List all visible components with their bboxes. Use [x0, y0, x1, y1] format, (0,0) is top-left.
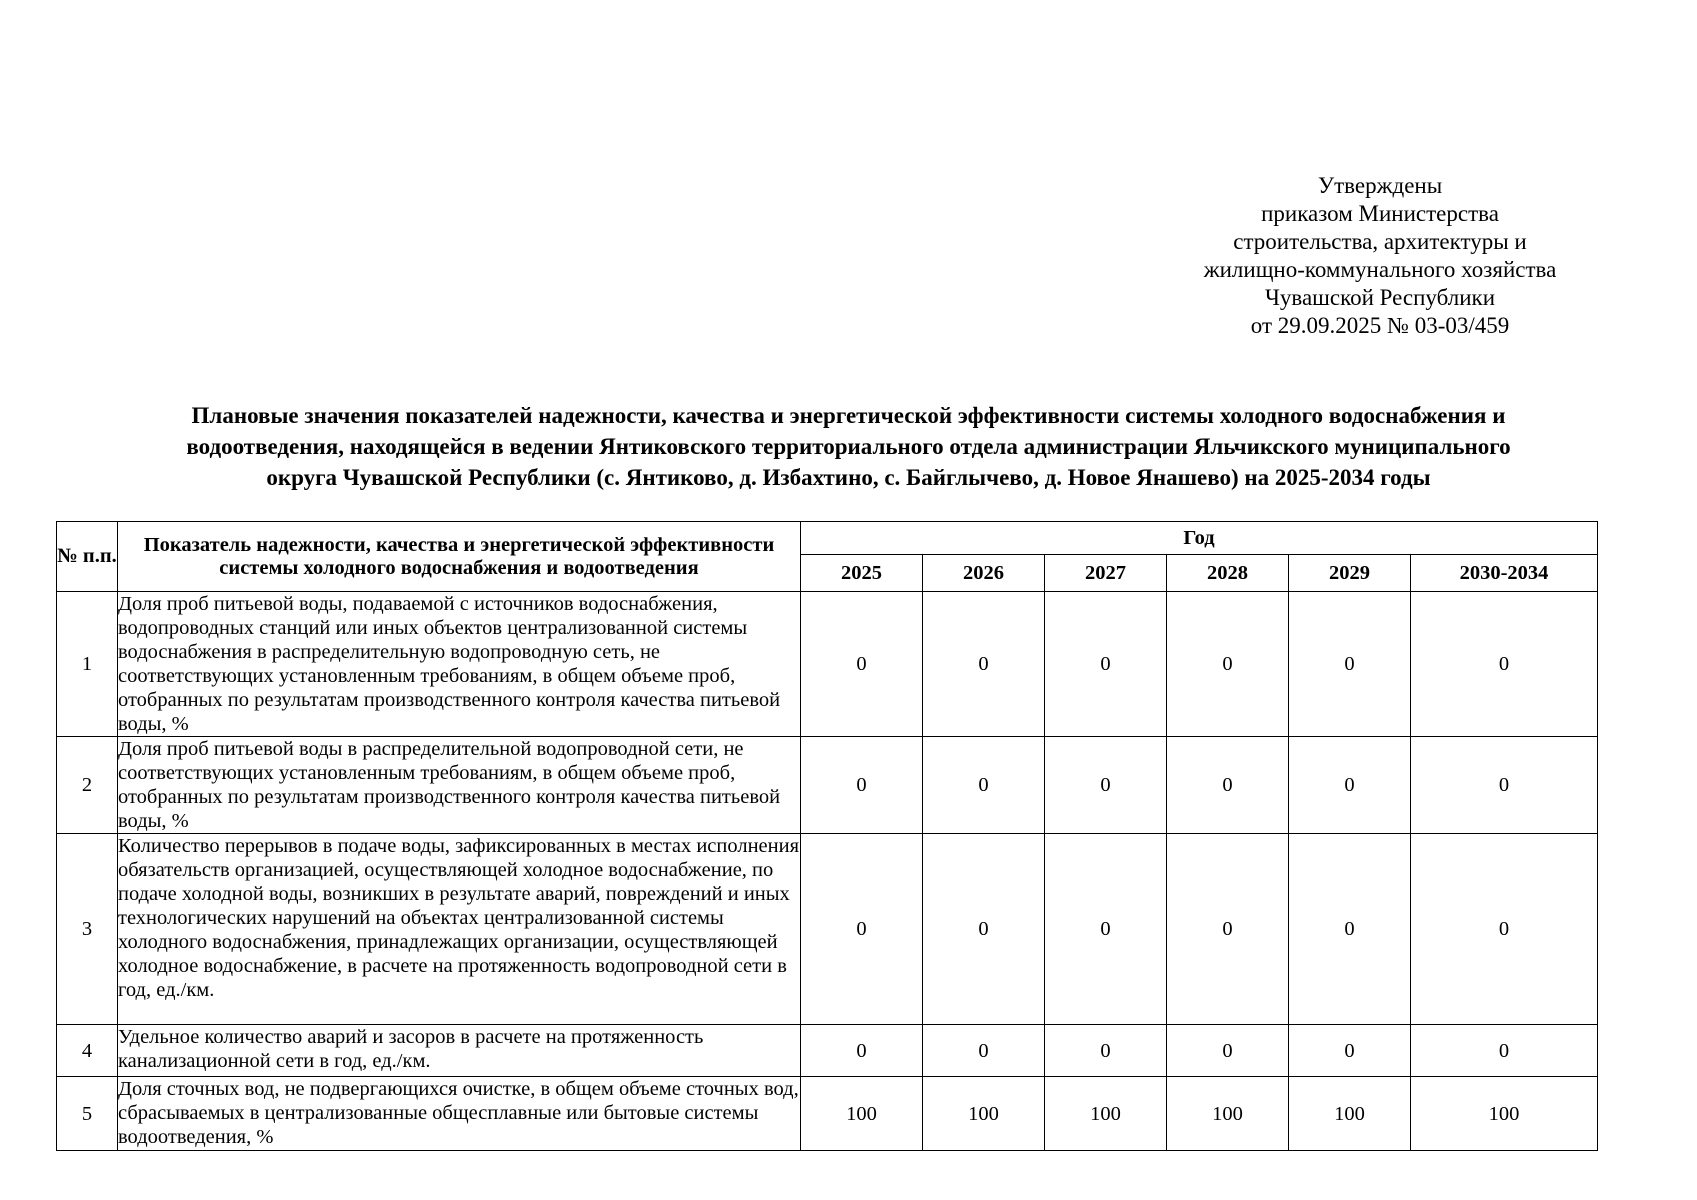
row-value: 0 [1411, 592, 1598, 737]
header-year: Год [801, 522, 1598, 555]
row-value: 0 [1045, 834, 1167, 1025]
row-value: 0 [1167, 592, 1289, 737]
row-number: 5 [57, 1077, 118, 1151]
row-value: 100 [1045, 1077, 1167, 1151]
row-number: 1 [57, 592, 118, 737]
row-value: 0 [923, 592, 1045, 737]
header-year-2029: 2029 [1289, 555, 1411, 592]
indicators-table [56, 521, 1598, 1151]
row-indicator: Количество перерывов в подаче воды, зафиксированных в местах исполнения обязательств организацией, осуществляющей холодное водоснабжение, по подаче холодной воды, возникших в результате аварий, повреждений и иных технологических нарушений на объектах централизованной системы холодного водоснабжения, принадлежащих организации, осуществляющей холодное водоснабжение, в расчете на протяженность водопроводной сети в год, ед./км. [118, 834, 801, 1025]
table-row [57, 1077, 1598, 1151]
row-value: 0 [923, 737, 1045, 834]
row-value: 0 [801, 592, 923, 737]
row-value: 0 [1167, 737, 1289, 834]
header-year-2030-2034: 2030-2034 [1411, 555, 1598, 592]
table-row [57, 1025, 1598, 1077]
row-value: 0 [1045, 1025, 1167, 1077]
row-value: 0 [801, 1025, 923, 1077]
row-value: 0 [1411, 737, 1598, 834]
row-value: 0 [801, 834, 923, 1025]
approval-stamp [1150, 172, 1610, 340]
approval-order-number: от 29.09.2025 № 03-03/459 [1250, 313, 1510, 338]
row-value: 0 [1289, 834, 1411, 1025]
title-line: округа Чувашской Республики (с. Янтиково, д. Избахтино, с. Байглычево, д. Новое Янашево) на 2025-2034 годы [266, 465, 1431, 490]
approval-line: Утверждены [1317, 173, 1443, 198]
table-row [57, 737, 1598, 834]
row-value: 0 [1289, 592, 1411, 737]
row-value: 0 [923, 834, 1045, 1025]
row-value: 0 [1045, 592, 1167, 737]
row-value: 100 [1289, 1077, 1411, 1151]
row-value: 0 [1289, 737, 1411, 834]
row-value: 0 [1045, 737, 1167, 834]
approval-line: приказом Министерства [1261, 201, 1499, 226]
row-number: 4 [57, 1025, 118, 1077]
row-value: 100 [1167, 1077, 1289, 1151]
row-number: 3 [57, 834, 118, 1025]
approval-line: Чувашской Республики [1264, 285, 1496, 310]
row-value: 100 [923, 1077, 1045, 1151]
header-number: № п.п. [57, 522, 118, 592]
approval-line: строительства, архитектуры и [1233, 229, 1527, 254]
row-value: 0 [1411, 1025, 1598, 1077]
row-value: 100 [1411, 1077, 1598, 1151]
row-value: 100 [801, 1077, 923, 1151]
row-indicator: Доля проб питьевой воды, подаваемой с источников водоснабжения, водопроводных станций или иных объектов централизованной системы водоснабжения в распределительную водопроводную сеть, не соответствующих установленным требованиям, в общем объеме проб, отобранных по результатам производственного контроля качества питьевой воды, % [118, 592, 801, 737]
row-value: 0 [1289, 1025, 1411, 1077]
row-value: 0 [801, 737, 923, 834]
approval-line: жилищно-коммунального хозяйства [1203, 257, 1557, 282]
row-indicator: Доля сточных вод, не подвергающихся очистке, в общем объеме сточных вод, сбрасываемых в централизованные общесплавные или бытовые системы водоотведения, % [118, 1077, 801, 1151]
title-line: водоотведения, находящейся в ведении Янтиковского территориального отдела администрации Яльчикского муниципального [186, 434, 1511, 459]
row-value: 0 [1167, 834, 1289, 1025]
row-indicator: Удельное количество аварий и засоров в расчете на протяженность канализационной сети в год, ед./км. [118, 1025, 801, 1077]
row-value: 0 [1411, 834, 1598, 1025]
title-line: Плановые значения показателей надежности, качества и энергетической эффективности системы холодного водоснабжения и [191, 403, 1506, 428]
header-year-2026: 2026 [923, 555, 1045, 592]
table-row [57, 592, 1598, 737]
table-row [57, 834, 1598, 1025]
header-year-2027: 2027 [1045, 555, 1167, 592]
header-year-2028: 2028 [1167, 555, 1289, 592]
row-number: 2 [57, 737, 118, 834]
document-title [60, 400, 1637, 493]
row-value: 0 [923, 1025, 1045, 1077]
header-year-2025: 2025 [801, 555, 923, 592]
header-indicator: Показатель надежности, качества и энергетической эффективности системы холодного водоснабжения и водоотведения [118, 522, 801, 592]
row-value: 0 [1167, 1025, 1289, 1077]
row-indicator: Доля проб питьевой воды в распределительной водопроводной сети, не соответствующих установленным требованиям, в общем объеме проб, отобранных по результатам производственного контроля качества питьевой воды, % [118, 737, 801, 834]
